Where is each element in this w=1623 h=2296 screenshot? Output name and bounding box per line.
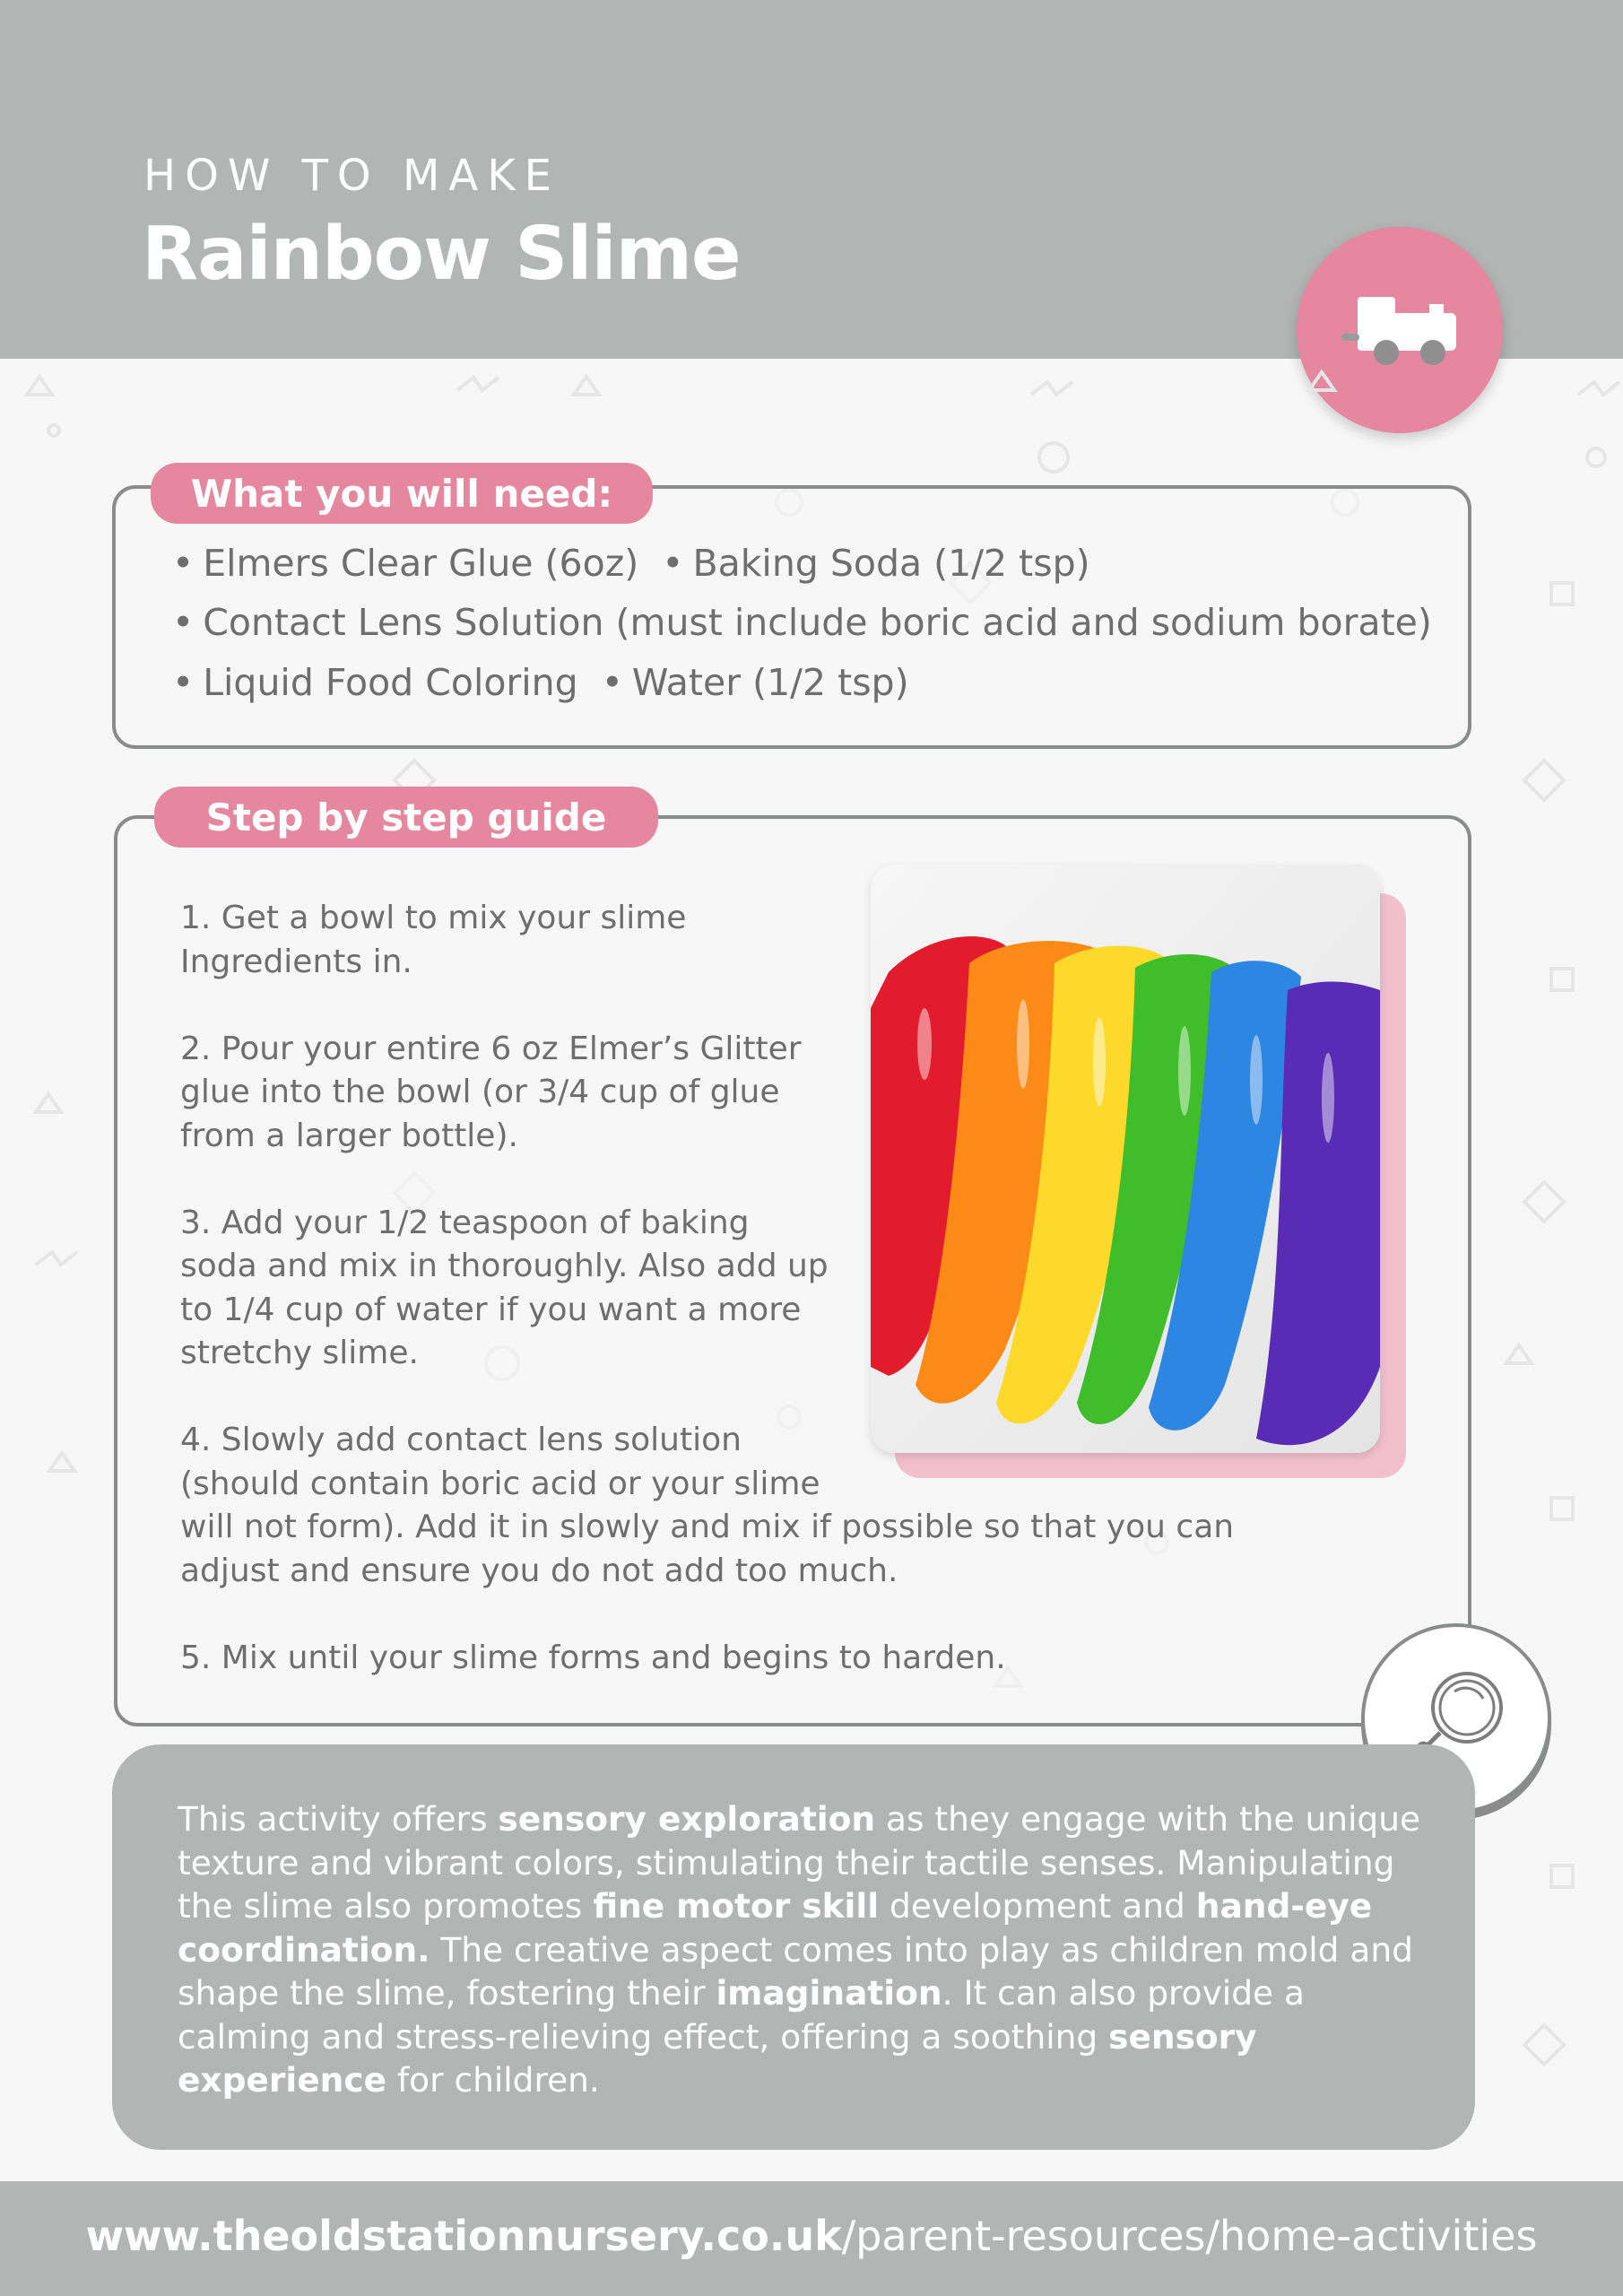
benefits-part: The creative aspect comes into play as children mold and shape the slime, fostering their	[178, 1929, 1413, 2013]
benefits-emphasis: sensory experience	[178, 2016, 1257, 2100]
step-4-line: (should contain boric acid or your slime	[180, 1465, 820, 1502]
footer-path: /parent-resources/home-activities	[841, 2212, 1538, 2260]
benefits-emphasis: imagination	[716, 1973, 942, 2013]
benefits-part: This activity offers	[178, 1799, 499, 1839]
steps-list	[180, 897, 1274, 1724]
needs-line-1	[172, 542, 1090, 585]
need-item: Baking Soda (1/2 tsp)	[692, 542, 1090, 585]
needs-line-3	[172, 661, 909, 704]
step-4-line: will not form). Add it in slowly and mix if possible so that you can adjust and ensure you do not add too much.	[180, 1509, 1235, 1589]
bullet: •	[172, 661, 195, 704]
benefits-emphasis: sensory exploration	[498, 1799, 876, 1839]
needs-heading: What you will need:	[151, 463, 653, 524]
step-4-line: 4. Slowly add contact lens solution	[180, 1422, 742, 1458]
step-item: 3. Add your 1/2 teaspoon of baking soda and mix in thoroughly. Also add up to 1/4 cup of water if you want a more stretchy slime.	[180, 1204, 829, 1371]
need-item: Contact Lens Solution (must include boric acid and sodium borate)	[203, 601, 1432, 644]
steps-heading: Step by step guide	[154, 787, 658, 848]
step-item: 5. Mix until your slime forms and begins to harden.	[180, 1639, 1006, 1676]
footer-url-link[interactable]	[0, 2212, 1623, 2260]
step-item: 2. Pour your entire 6 oz Elmer’s Glitter glue into the bowl (or 3/4 cup of glue from a larger bottle).	[180, 1030, 802, 1154]
bullet: •	[172, 601, 195, 644]
benefits-text	[178, 1797, 1424, 2102]
need-item: Elmers Clear Glue (6oz)	[203, 542, 639, 585]
step-item-4	[180, 1419, 1274, 1593]
bullet: •	[172, 542, 195, 585]
footer-domain: www.theoldstationnursery.co.uk	[85, 2212, 842, 2260]
needs-line-2	[172, 601, 1432, 644]
page-kicker: HOW TO MAKE	[143, 151, 561, 201]
benefits-part: for children.	[386, 2060, 600, 2100]
bullet: •	[662, 542, 684, 585]
need-item: Water (1/2 tsp)	[631, 661, 909, 704]
benefits-part: as they engage with the unique texture and vibrant colors, stimulating their tactile senses. Manipulating the slime also promotes	[178, 1799, 1421, 1926]
step-item: 1. Get a bowl to mix your slime Ingredients in.	[180, 900, 687, 980]
need-item: Liquid Food Coloring	[203, 661, 578, 704]
benefits-emphasis: fine motor skill	[593, 1886, 880, 1926]
bullet: •	[601, 661, 623, 704]
page-title: Rainbow Slime	[142, 212, 741, 297]
benefits-emphasis: hand-eye coordination.	[178, 1886, 1373, 1970]
benefits-part: . It can also provide a calming and stress-relieving effect, offering a soothing	[178, 1973, 1305, 2057]
benefits-part: development and	[879, 1886, 1196, 1926]
